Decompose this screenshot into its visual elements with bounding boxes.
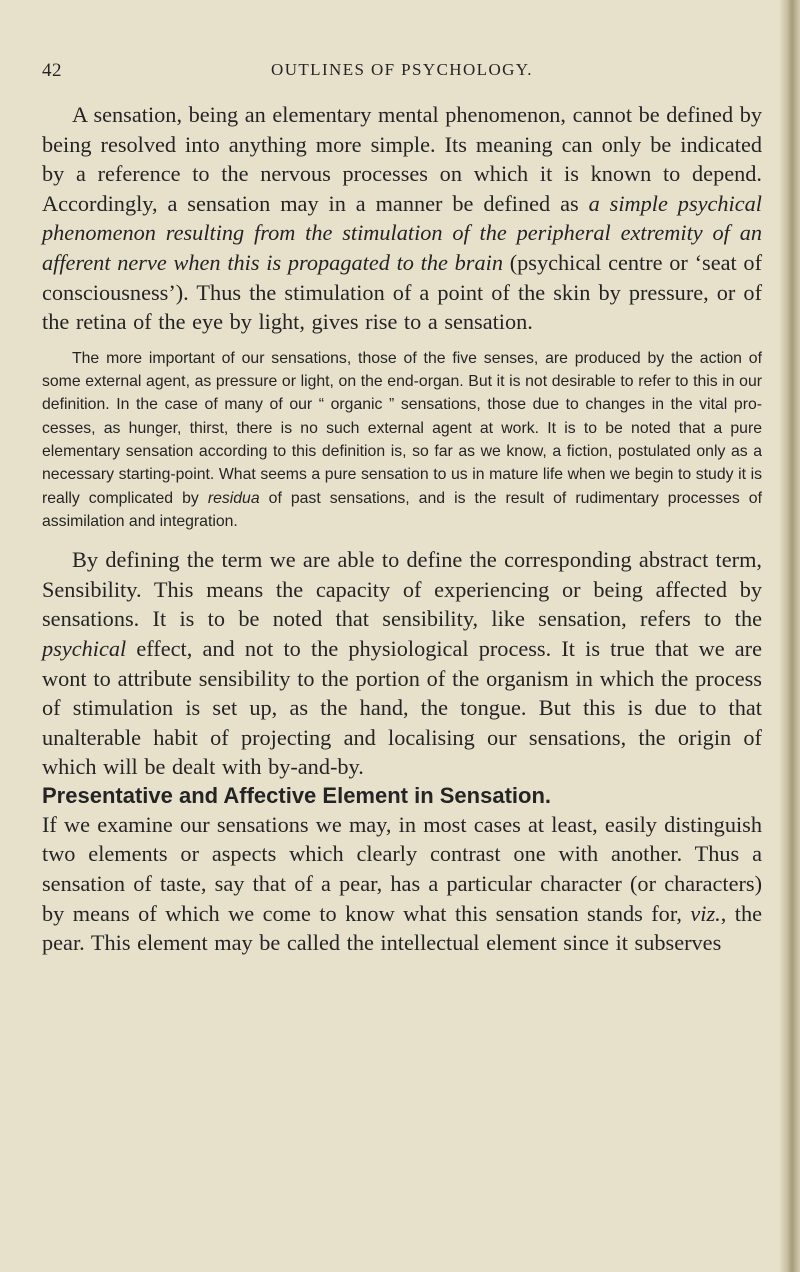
paragraph-text: A sensation, being an elementary mental phenomenon, cannot be defined by being resolved into anything more simple. Its meaning can only be indicated by a reference to the nervous processes on which it is known to depend. Accordingly, a sensation may in a manner be defined as (42, 102, 762, 216)
note-paragraph (42, 347, 762, 533)
page-edge-shadow (780, 0, 800, 1272)
page-number: 42 (42, 60, 62, 81)
italic-residua: residua (207, 489, 260, 507)
paragraph-sensibility (42, 545, 762, 782)
italic-viz: viz. (690, 900, 721, 926)
running-head: OUTLINES OF PSYCHOLOGY. (271, 60, 533, 79)
note-text: The more important of our sensations, those of the five senses, are produced by the action of some external agent, as pressure or light, on the end-organ. But it is not desirable to refer to this in our definition. In the case of many of our “ organic ” sensations, those due to changes in the vital processes, as hunger, thirst, there is no such external agent at work. It is to be noted that a pure elementary sensation according to this definition is, so far as we know, a fiction, postulated only as a necessary starting-point. What seems a pure sensation to us in mature life when we begin to study it is really complicated by (42, 349, 762, 507)
italic-psychical: psychical (42, 635, 127, 661)
note-text: of past sensations, and is the result of rudimentary processes of assimilation and integration. (42, 489, 762, 530)
section-heading: Presentative and Affective Element in Sensation. (42, 782, 552, 808)
paragraph-text: If we examine our sensations we may, in most cases at least, easily distinguish two elements or aspects which clearly contrast one with another. Thus a sensation of taste, say that of a pear, has a particular character (or characters) by means of which we come to know what this sensation stands for, (42, 811, 762, 926)
paragraph-text: effect, and not to the physiological process. It is true that we are wont to attribute sensibility to the portion of the organism in which the process of stimulation is set up, as the hand, the tongue. But this is due to that unalterable habit of projecting and localising our sensations, the origin of which will be dealt with by-and-by. (42, 635, 762, 780)
page-header (42, 60, 762, 90)
paragraph-text: By defining the term we are able to define the corresponding abstract term, Sensibility. This means the capacity of experiencing or being affected by sensations. It is to be noted that sensibility, like sensation, refers to the (42, 547, 762, 632)
paragraph-text: , the pear. This element may be called the intellectual element since it subserves (42, 900, 763, 956)
paragraph-presentative-element (42, 810, 762, 958)
page-content (42, 100, 762, 958)
paragraph-sensation-definition (42, 100, 762, 337)
paragraph-text: (psychical centre or ‘seat of consciousness’). Thus the stimulation of a point of the skin by pressure, or of the retina of the eye by light, gives rise to a sensation. (42, 249, 762, 335)
italic-definition: a simple psychical phenomenon resulting from the stimulation of the peripheral extremity of an afferent nerve when this is propagated to the brain (42, 190, 762, 275)
